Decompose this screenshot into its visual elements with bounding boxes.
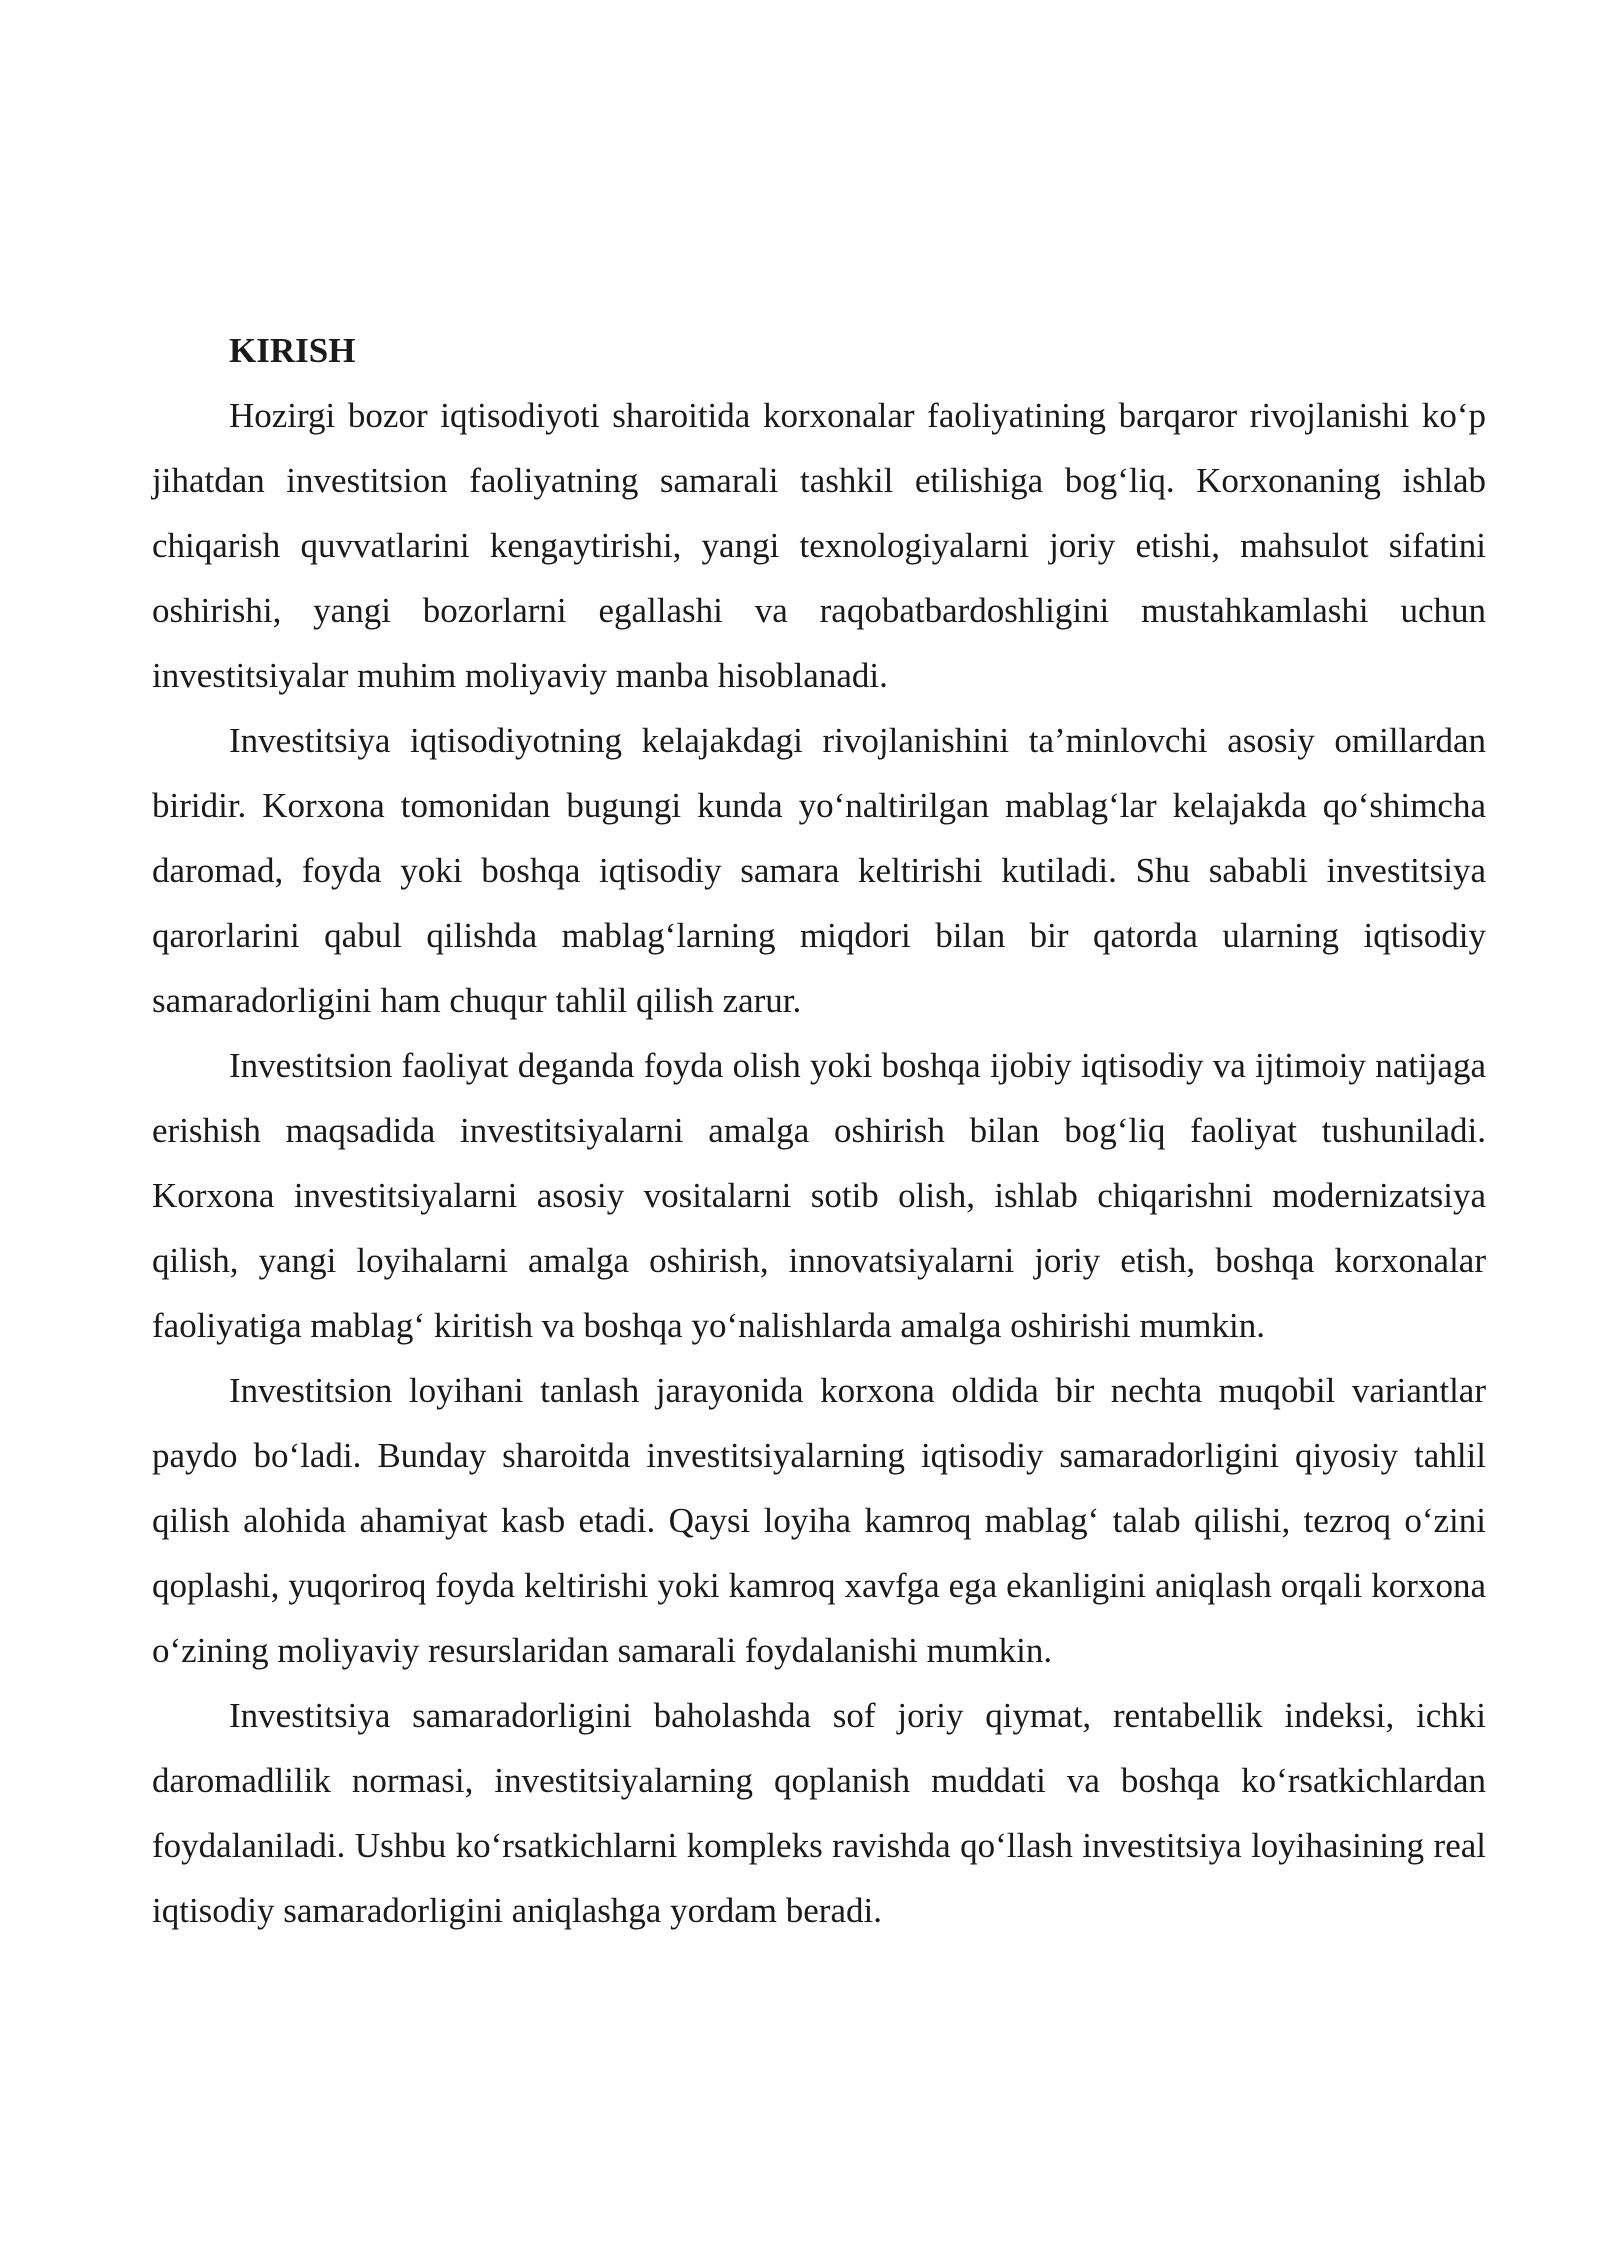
document-body (152, 318, 1486, 1943)
paragraph-1: Hozirgi bozor iqtisodiyoti sharoitida korxonalar faoliyatining barqaror rivojlanishi ko‘p jihatdan investitsion faoliyatning samarali tashkil etilishiga bog‘liq. Korxonaning ishlab chiqarish quvvatlarini kengaytirishi, yangi texnologiyalarni joriy etishi, mahsulot sifatini oshirishi, yangi bozorlarni egallashi va raqobatbardoshligini mustahkamlashi uchun investitsiyalar muhim moliyaviy manba hisoblanadi. (152, 396, 1486, 695)
paragraph-4: Investitsion loyihani tanlash jarayonida korxona oldida bir nechta muqobil variantlar paydo bo‘ladi. Bunday sharoitda investitsiyalarning iqtisodiy samaradorligini qiyosiy tahlil qilish alohida ahamiyat kasb etadi. Qaysi loyiha kamroq mablag‘ talab qilishi, tezroq o‘zini qoplashi, yuqoriroq foyda keltirishi yoki kamroq xavfga ega ekanligini aniqlash orqali korxona o‘zining moliyaviy resurslaridan samarali foydalanishi mumkin. (152, 1371, 1486, 1670)
paragraph-5: Investitsiya samaradorligini baholashda sof joriy qiymat, rentabellik indeksi, ichki daromadlilik normasi, investitsiyalarning qoplanish muddati va boshqa ko‘rsatkichlardan foydalaniladi. Ushbu ko‘rsatkichlarni kompleks ravishda qo‘llash investitsiya loyihasining real iqtisodiy samaradorligini aniqlashga yordam beradi. (152, 1696, 1486, 1930)
paragraph-3: Investitsion faoliyat deganda foyda olish yoki boshqa ijobiy iqtisodiy va ijtimoiy natijaga erishish maqsadida investitsiyalarni amalga oshirish bilan bog‘liq faoliyat tushuniladi. Korxona investitsiyalarni asosiy vositalarni sotib olish, ishlab chiqarishni modernizatsiya qilish, yangi loyihalarni amalga oshirish, innovatsiyalarni joriy etish, boshqa korxonalar faoliyatiga mablag‘ kiritish va boshqa yo‘nalishlarda amalga oshirishi mumkin. (152, 1046, 1486, 1345)
section-heading: KIRISH (229, 331, 356, 370)
paragraph-2: Investitsiya iqtisodiyotning kelajakdagi rivojlanishini ta’minlovchi asosiy omillardan biridir. Korxona tomonidan bugungi kunda yo‘naltirilgan mablag‘lar kelajakda qo‘shimcha daromad, foyda yoki boshqa iqtisodiy samara keltirishi kutiladi. Shu sababli investitsiya qarorlarini qabul qilishda mablag‘larning miqdori bilan bir qatorda ularning iqtisodiy samaradorligini ham chuqur tahlil qilish zarur. (152, 721, 1486, 1020)
